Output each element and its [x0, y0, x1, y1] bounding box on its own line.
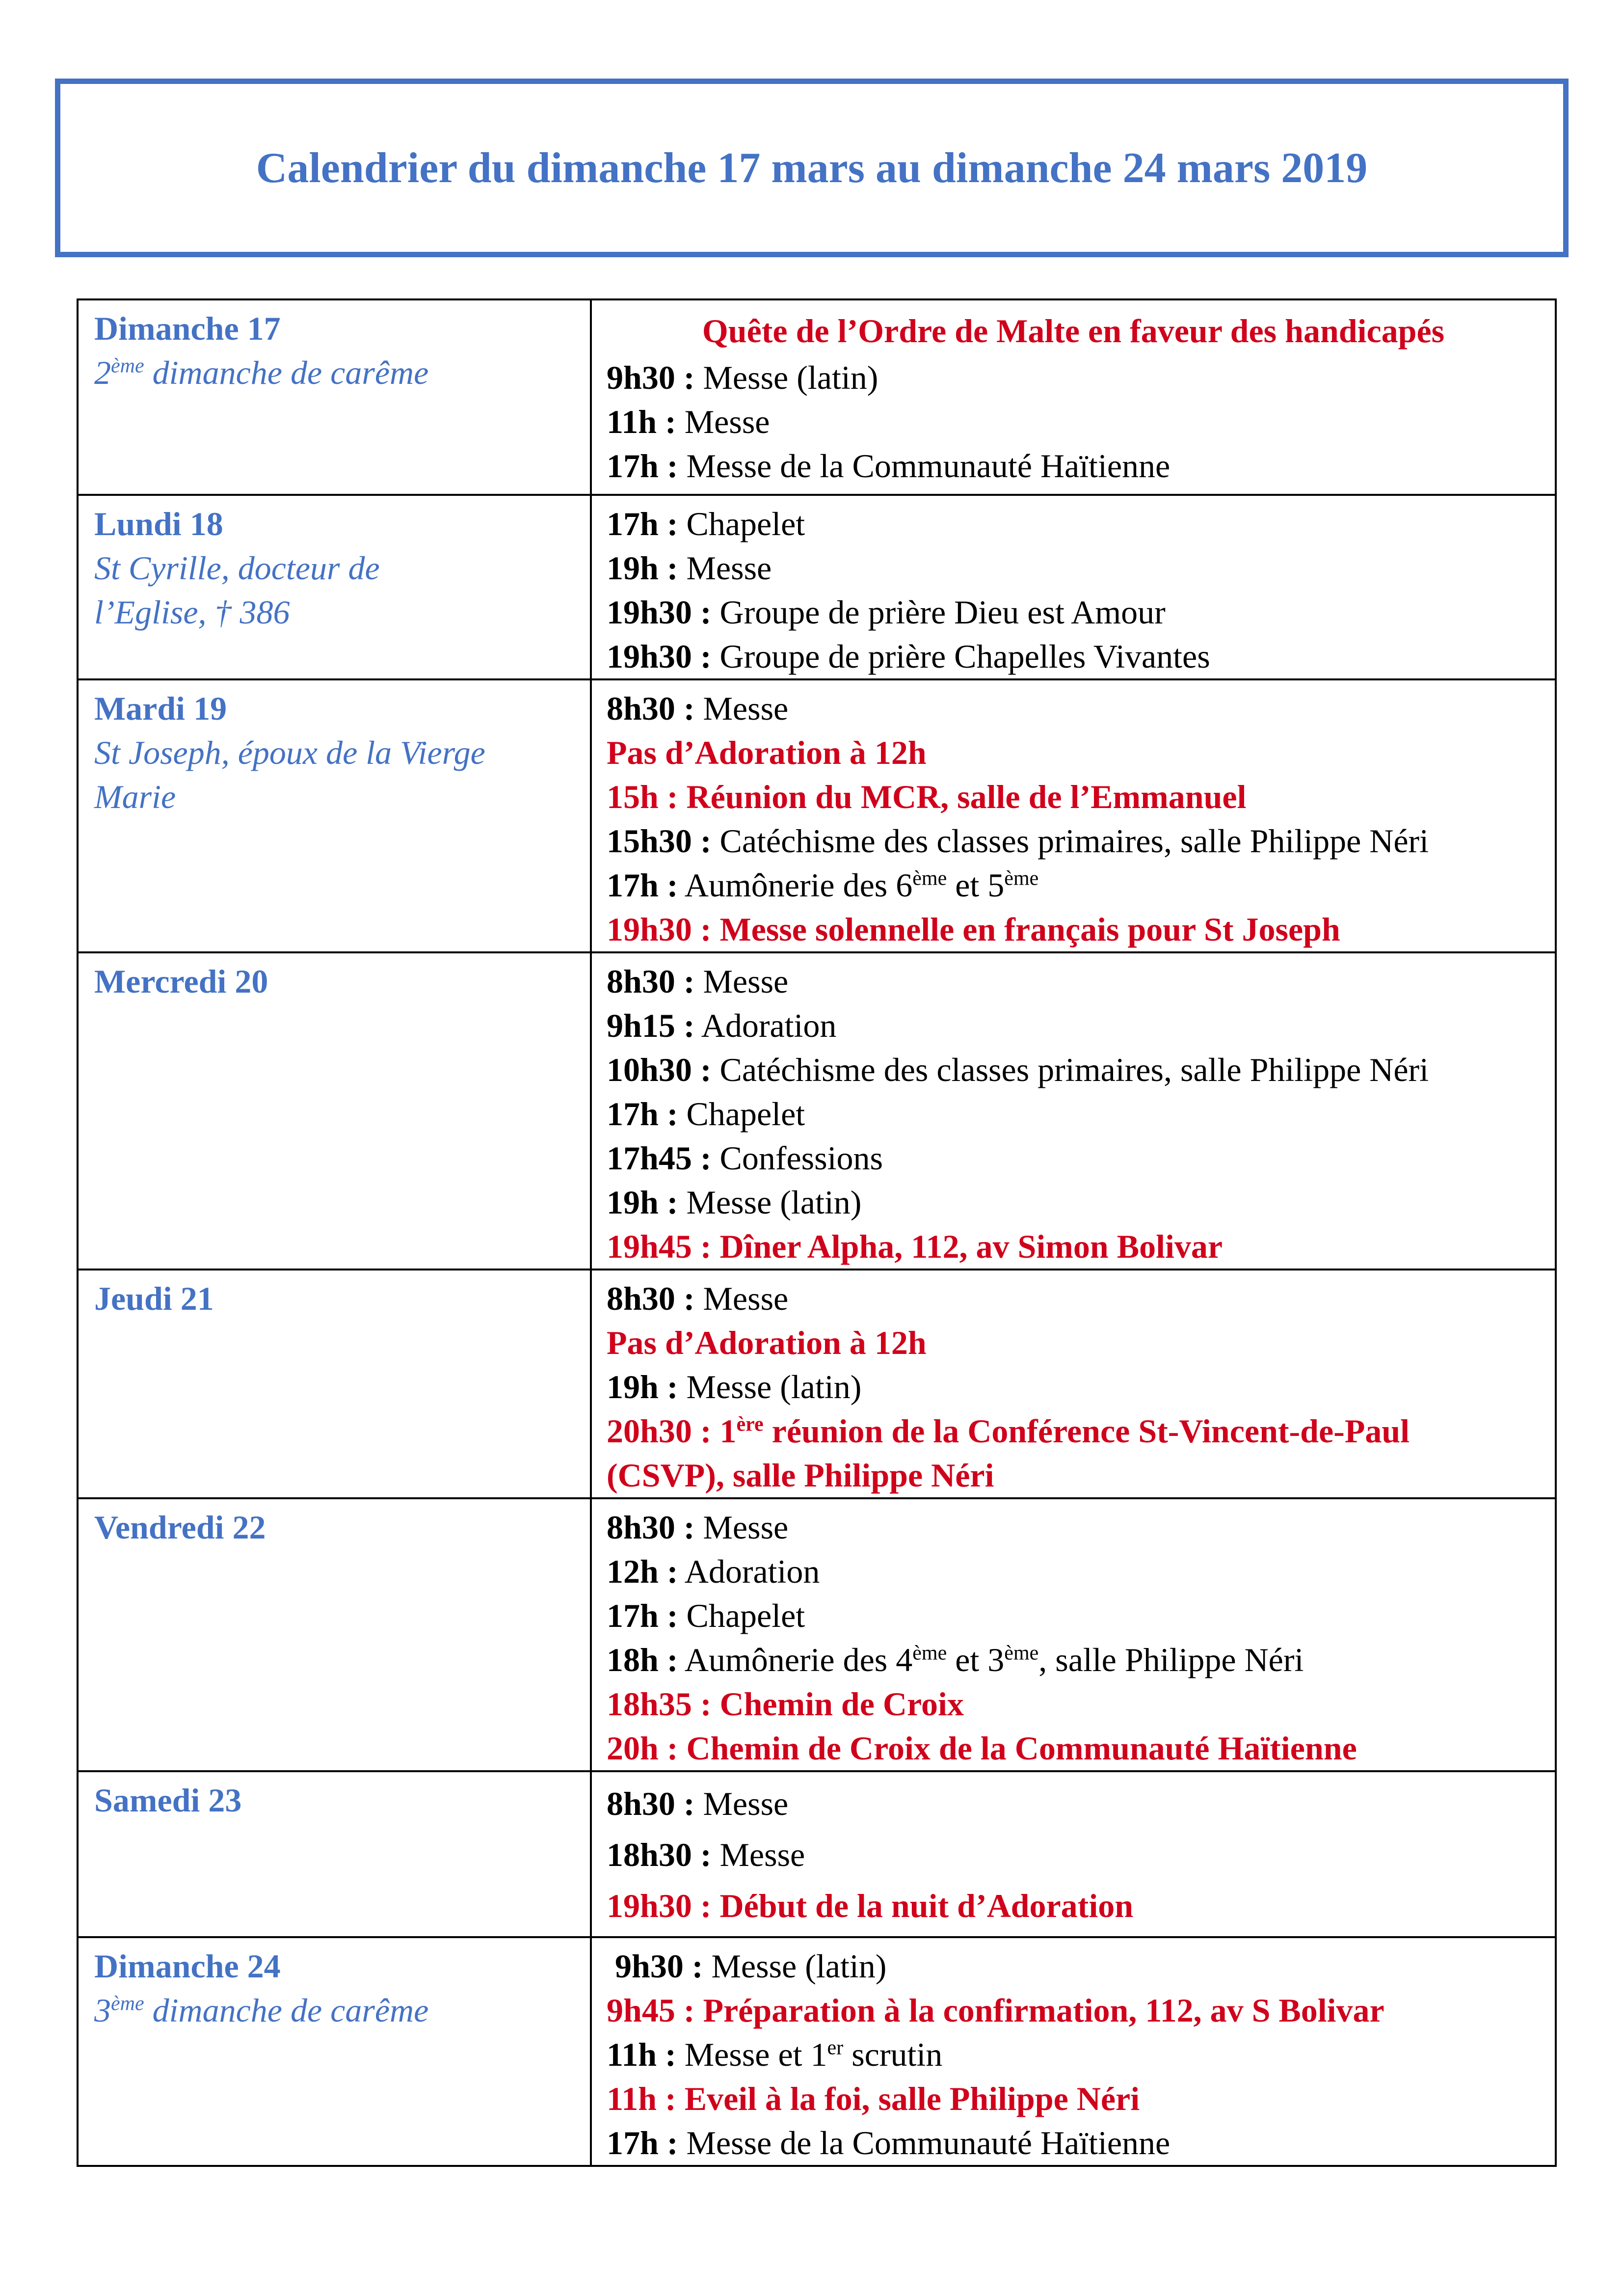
day-cell: [78, 1498, 591, 1771]
event-line: 11h : Messe: [607, 403, 770, 440]
event-line: 19h : Messe (latin): [607, 1368, 862, 1405]
events-cell: [591, 952, 1556, 1270]
day-cell: [78, 299, 591, 495]
event-line: (CSVP), salle Philippe Néri: [607, 1457, 994, 1494]
event-line: 19h30 : Messe solennelle en français pour St Joseph: [607, 911, 1340, 948]
day-row: [78, 1771, 1556, 1937]
event-line: 19h30 : Groupe de prière Dieu est Amour: [607, 594, 1166, 631]
day-cell: [78, 952, 591, 1270]
event-line: 8h30 : Messe: [607, 1280, 789, 1317]
event-line: 19h30 : Début de la nuit d’Adoration: [607, 1887, 1134, 1924]
events-cell: [591, 679, 1556, 952]
day-cell: [78, 679, 591, 952]
event-line: 9h15 : Adoration: [607, 1007, 837, 1044]
events-cell: [591, 1937, 1556, 2166]
event-line: 19h30 : Groupe de prière Chapelles Vivantes: [607, 638, 1210, 675]
title-box: [55, 79, 1569, 257]
event-line: 15h : Réunion du MCR, salle de l’Emmanuel: [607, 778, 1247, 815]
event-line: 19h : Messe: [607, 549, 772, 587]
event-line: 18h30 : Messe: [607, 1836, 805, 1873]
event-line: 17h : Chapelet: [607, 1095, 805, 1133]
day-feast: St Joseph, époux de la Vierge: [94, 734, 485, 771]
day-feast: St Cyrille, docteur de: [94, 549, 380, 587]
day-name: Mercredi 20: [94, 963, 268, 1000]
events-cell: [591, 1771, 1556, 1937]
day-name: Mardi 19: [94, 690, 227, 727]
day-feast: Marie: [94, 778, 176, 815]
day-row: [78, 679, 1556, 952]
event-line: 17h : Chapelet: [607, 1597, 805, 1634]
day-row: [78, 1498, 1556, 1771]
day-row: [78, 1937, 1556, 2166]
day-feast: 3ème dimanche de carême: [94, 1992, 429, 2029]
event-line: 17h : Chapelet: [607, 505, 805, 542]
event-line: 11h : Messe et 1er scrutin: [607, 2036, 943, 2073]
event-line: 8h30 : Messe: [607, 690, 789, 727]
event-line: 8h30 : Messe: [607, 1785, 789, 1822]
day-name: Vendredi 22: [94, 1509, 266, 1546]
day-cell: [78, 1771, 591, 1937]
event-line: 20h : Chemin de Croix de la Communauté Haïtienne: [607, 1729, 1357, 1767]
event-line: 8h30 : Messe: [607, 963, 789, 1000]
event-line: 10h30 : Catéchisme des classes primaires, salle Philippe Néri: [607, 1051, 1429, 1088]
event-line: 20h30 : 1ère réunion de la Conférence St-Vincent-de-Paul: [607, 1412, 1410, 1450]
event-line: 9h45 : Préparation à la confirmation, 112, av S Bolivar: [607, 1992, 1384, 2029]
day-cell: [78, 1270, 591, 1498]
event-line: 9h30 : Messe (latin): [607, 1947, 887, 1985]
event-line: 17h : Messe de la Communauté Haïtienne: [607, 2124, 1171, 2161]
events-cell: [591, 495, 1556, 679]
day-name: Dimanche 24: [94, 1947, 281, 1985]
events-cell: [591, 1270, 1556, 1498]
day-cell: [78, 1937, 591, 2166]
event-line: 17h : Aumônerie des 6ème et 5ème: [607, 866, 1039, 904]
day-row: [78, 952, 1556, 1270]
event-line: 8h30 : Messe: [607, 1509, 789, 1546]
day-cell: [78, 495, 591, 679]
event-line: 17h45 : Confessions: [607, 1139, 883, 1177]
event-line: 9h30 : Messe (latin): [607, 359, 878, 396]
day-feast: l’Eglise, † 386: [94, 594, 290, 631]
event-line: 19h45 : Dîner Alpha, 112, av Simon Bolivar: [607, 1228, 1223, 1265]
event-line: Quête de l’Ordre de Malte en faveur des handicapés: [702, 312, 1445, 350]
schedule-table: [77, 298, 1557, 2167]
day-name: Samedi 23: [94, 1782, 242, 1819]
events-cell: [591, 299, 1556, 495]
event-line: Pas d’Adoration à 12h: [607, 1324, 927, 1361]
day-row: [78, 299, 1556, 495]
day-name: Dimanche 17: [94, 310, 281, 347]
day-row: [78, 1270, 1556, 1498]
event-line: 17h : Messe de la Communauté Haïtienne: [607, 447, 1171, 485]
day-row: [78, 495, 1556, 679]
event-line: Pas d’Adoration à 12h: [607, 734, 927, 771]
day-feast: 2ème dimanche de carême: [94, 354, 429, 391]
event-line: 12h : Adoration: [607, 1553, 820, 1590]
event-line: 18h35 : Chemin de Croix: [607, 1685, 964, 1723]
events-cell: [591, 1498, 1556, 1771]
event-line: 11h : Eveil à la foi, salle Philippe Néri: [607, 2080, 1140, 2117]
event-line: 15h30 : Catéchisme des classes primaires, salle Philippe Néri: [607, 822, 1429, 860]
day-name: Jeudi 21: [94, 1280, 214, 1317]
event-line: 18h : Aumônerie des 4ème et 3ème, salle Philippe Néri: [607, 1641, 1304, 1678]
event-line: 19h : Messe (latin): [607, 1184, 862, 1221]
day-name: Lundi 18: [94, 505, 223, 542]
page-title: Calendrier du dimanche 17 mars au dimanche 24 mars 2019: [256, 144, 1368, 192]
